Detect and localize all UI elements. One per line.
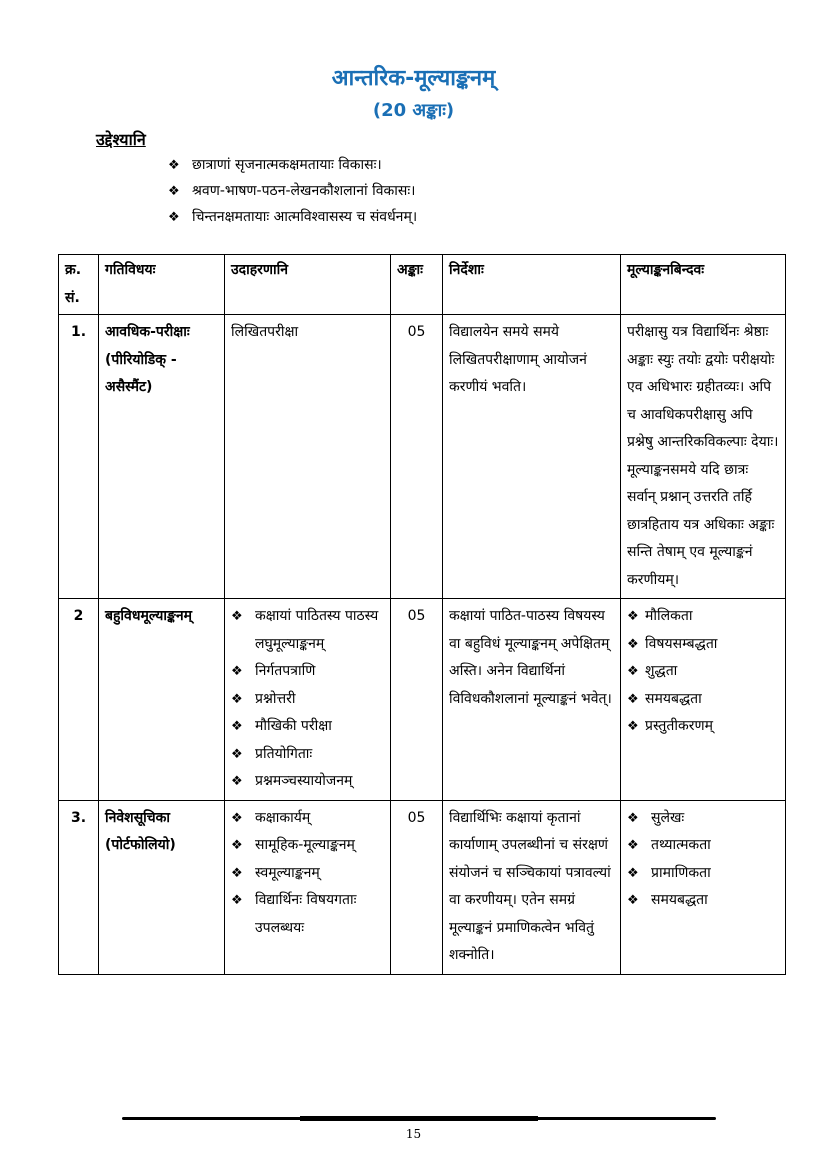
- list-item: ❖ सामूहिक-मूल्याङ्कनम्: [231, 832, 384, 860]
- diamond-bullet-icon: ❖: [231, 810, 243, 826]
- row-instructions: विद्यालयेन समये समये लिखितपरीक्षाणाम् आयोजनं करणीयं भवति।: [443, 315, 621, 599]
- footer-divider: [122, 1117, 716, 1120]
- list-item: ❖ प्रामाणिकता: [627, 860, 779, 888]
- table-row: [59, 599, 786, 801]
- row-criteria: [621, 599, 786, 801]
- diamond-bullet-icon: ❖: [627, 691, 639, 707]
- criteria-list: [627, 805, 779, 915]
- diamond-bullet-icon: ❖: [231, 746, 243, 762]
- list-item: ❖ प्रतियोगिताः: [231, 741, 384, 769]
- row-num: 2: [59, 599, 99, 801]
- list-item: ❖ कक्षाकार्यम्: [231, 805, 384, 833]
- row-activity: आवधिक-परीक्षाः (पीरियोडिक् - असैस्मैंट): [99, 315, 225, 599]
- diamond-bullet-icon: ❖: [231, 774, 243, 789]
- list-item: ❖ प्रश्नमञ्चस्यायोजनम्: [231, 768, 384, 796]
- objective-item: ❖ छात्राणां सृजनात्मकक्षमतायाः विकासः।: [168, 152, 417, 178]
- table-row: [59, 315, 786, 599]
- objectives-list: [168, 152, 417, 230]
- list-item: ❖ सुलेखः: [627, 805, 779, 833]
- diamond-bullet-icon: ❖: [168, 184, 180, 199]
- assessment-table: [58, 254, 786, 975]
- diamond-bullet-icon: ❖: [627, 609, 639, 624]
- diamond-bullet-icon: ❖: [231, 838, 243, 853]
- examples-list: [231, 603, 384, 796]
- diamond-bullet-icon: ❖: [627, 893, 639, 908]
- list-item: ❖ स्वमूल्याङ्कनम्: [231, 860, 384, 888]
- list-item: ❖ विद्यार्थिनः विषयगताः उपलब्धयः: [231, 887, 384, 942]
- diamond-bullet-icon: ❖: [231, 893, 243, 908]
- list-item: ❖ समयबद्धता: [627, 686, 779, 714]
- row-activity: बहुविधमूल्याङ्कनम्: [99, 599, 225, 801]
- row-instructions: कक्षायां पाठित-पाठस्य विषयस्य वा बहुविधं मूल्याङ्कनम् अपेक्षितम् अस्ति। अनेन विद्यार्थिनां विविधकौशलानां मूल्याङ्कनं भवेत्।: [443, 599, 621, 801]
- row-activity: निवेशसूचिका (पोर्टफोलियो): [99, 800, 225, 974]
- list-item: ❖ मौखिकी परीक्षा: [231, 713, 384, 741]
- diamond-bullet-icon: ❖: [168, 158, 180, 173]
- diamond-bullet-icon: ❖: [627, 719, 639, 734]
- diamond-bullet-icon: ❖: [231, 664, 243, 679]
- list-item: ❖ प्रश्नोत्तरी: [231, 686, 384, 714]
- objective-item: ❖ श्रवण-भाषण-पठन-लेखनकौशलानां विकासः।: [168, 178, 417, 204]
- diamond-bullet-icon: ❖: [627, 636, 639, 652]
- diamond-bullet-icon: ❖: [627, 810, 639, 826]
- row-marks: 05: [391, 315, 443, 599]
- header-num: क्र. सं.: [59, 255, 99, 315]
- page-subtitle: (20 अङ्काः): [372, 100, 455, 121]
- row-examples: [225, 599, 391, 801]
- diamond-bullet-icon: ❖: [627, 865, 639, 881]
- row-instructions: विद्यार्थिभिः कक्षायां कृतानां कार्याणाम् उपलब्धीनां च संरक्षणं संयोजनं च सञ्चिकायां पत्रावल्यां वा करणीयम्। एतेन समग्रं मूल्याङ्कनं प्रमाणिकत्वेन भवितुं शक्नोति।: [443, 800, 621, 974]
- row-examples: लिखितपरीक्षा: [225, 315, 391, 599]
- list-item: ❖ प्रस्तुतीकरणम्: [627, 713, 779, 741]
- list-item: ❖ विषयसम्बद्धता: [627, 631, 779, 659]
- row-examples: [225, 800, 391, 974]
- diamond-bullet-icon: ❖: [168, 210, 180, 225]
- examples-list: [231, 805, 384, 943]
- header-activity: गतिविधयः: [99, 255, 225, 315]
- diamond-bullet-icon: ❖: [627, 664, 639, 679]
- list-item: ❖ समयबद्धता: [627, 887, 779, 915]
- diamond-bullet-icon: ❖: [231, 865, 243, 881]
- diamond-bullet-icon: ❖: [231, 719, 243, 734]
- list-item: ❖ कक्षायां पाठितस्य पाठस्य लघुमूल्याङ्कनम्: [231, 603, 384, 658]
- list-item: ❖ निर्गतपत्राणि: [231, 658, 384, 686]
- header-instructions: निर्देशाः: [443, 255, 621, 315]
- table-header-row: [59, 255, 786, 315]
- diamond-bullet-icon: ❖: [627, 838, 639, 853]
- page-number: 15: [405, 1127, 422, 1141]
- table-row: [59, 800, 786, 974]
- list-item: ❖ शुद्धता: [627, 658, 779, 686]
- row-criteria: [621, 800, 786, 974]
- diamond-bullet-icon: ❖: [231, 691, 243, 707]
- criteria-list: [627, 603, 779, 741]
- page-title: आन्तरिक-मूल्याङ्कनम्: [331, 66, 496, 91]
- header-criteria: मूल्याङ्कनबिन्दवः: [621, 255, 786, 315]
- list-item: ❖ तथ्यात्मकता: [627, 832, 779, 860]
- row-marks: 05: [391, 599, 443, 801]
- row-criteria: परीक्षासु यत्र विद्यार्थिनः श्रेष्ठाः अङ्काः स्युः तयोः द्वयोः परीक्षयोः एव अधिभारः ग्रहीतव्यः। अपि च आवधिकपरीक्षासु अपि प्रश्नेषु आन्तरिकविकल्पाः देयाः। मूल्याङ्कनसमये यदि छात्रः सर्वान् प्रश्नान् उत्तरति तर्हि छात्रहिताय यत्र अधिकाः अङ्काः सन्ति तेषाम् एव मूल्याङ्कनं करणीयम्।: [621, 315, 786, 599]
- row-marks: 05: [391, 800, 443, 974]
- row-num: 3.: [59, 800, 99, 974]
- objective-item: ❖ चिन्तनक्षमतायाः आत्मविश्वासस्य च संवर्धनम्।: [168, 204, 417, 230]
- row-num: 1.: [59, 315, 99, 599]
- objectives-heading: उद्देश्यानि: [96, 130, 146, 149]
- diamond-bullet-icon: ❖: [231, 609, 243, 624]
- header-marks: अङ्काः: [391, 255, 443, 315]
- list-item: ❖ मौलिकता: [627, 603, 779, 631]
- header-examples: उदाहरणानि: [225, 255, 391, 315]
